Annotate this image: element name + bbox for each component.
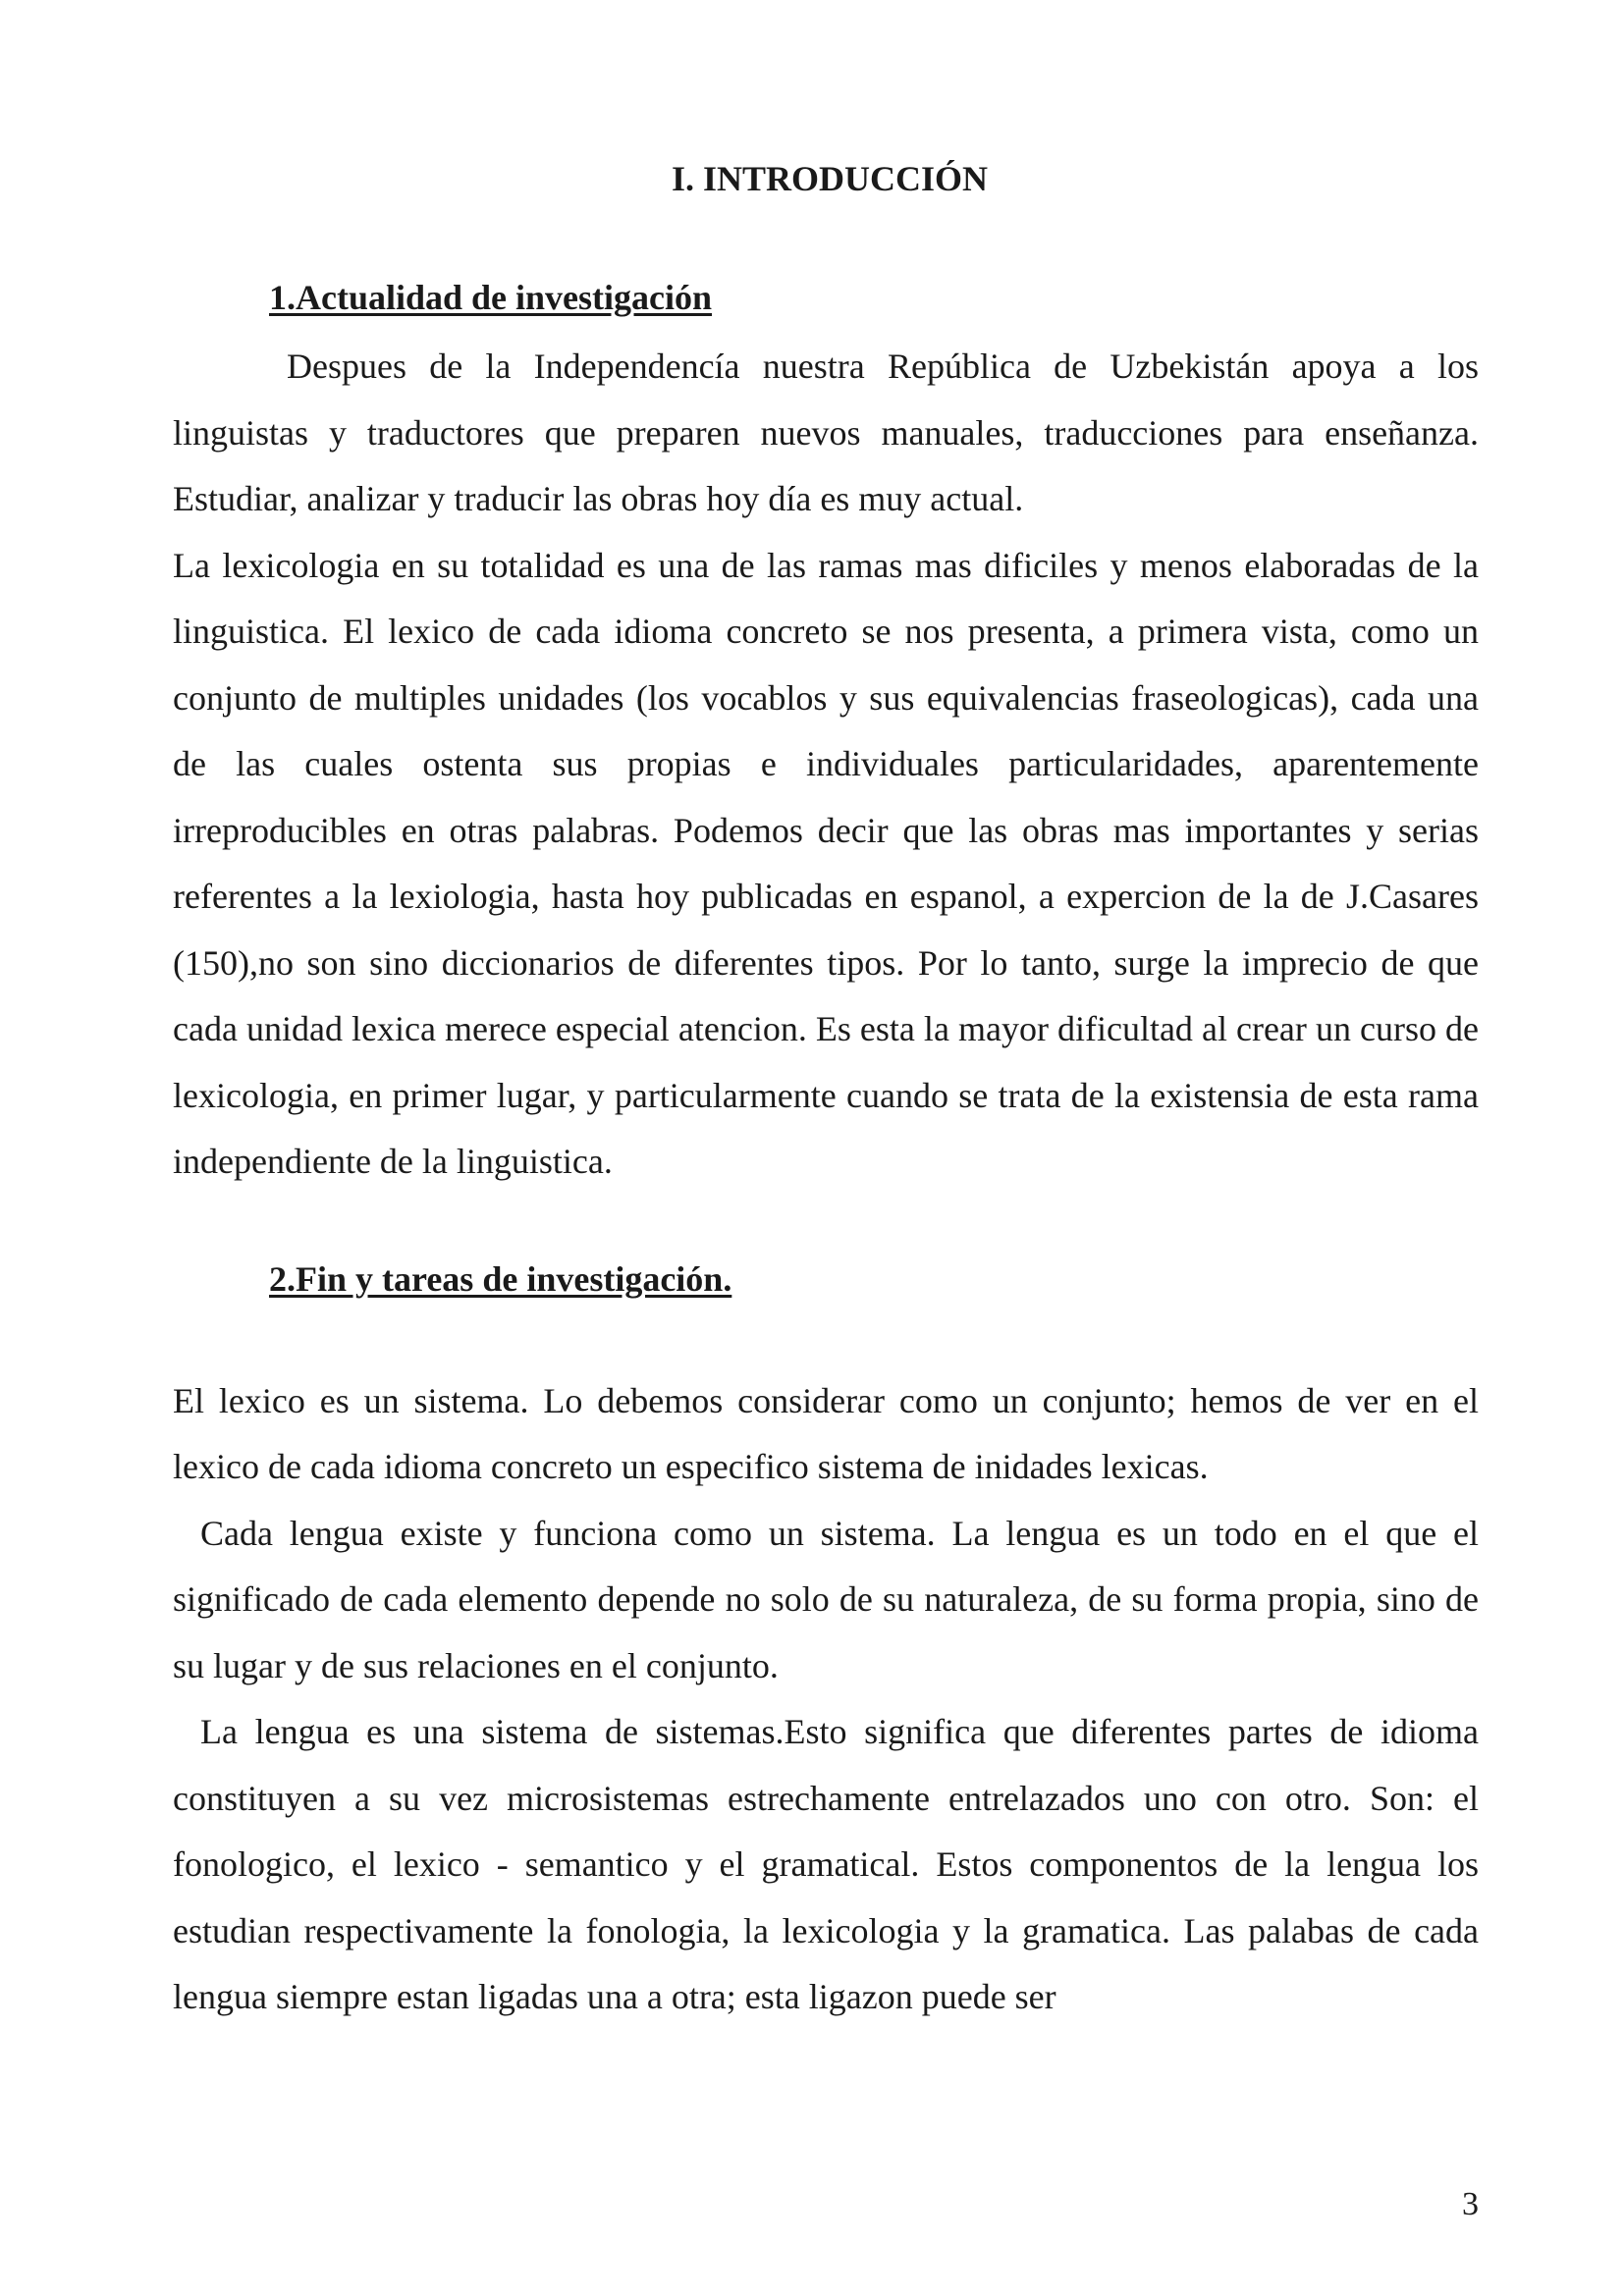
page-number: 3 [1462,2186,1479,2222]
page-title: I. INTRODUCCIÓN [671,159,989,198]
page-content [173,147,1479,2031]
paragraph-lexico-sistema: El lexico es un sistema. Lo debemos considerar como un conjunto; hemos de ver en el lexico de cada idioma concreto un especifico sistema de inidades lexicas. [173,1380,1479,1486]
section-heading-fin-tareas: 2.Fin y tareas de investigación. [269,1258,732,1299]
section-heading-actualidad: 1.Actualidad de investigación [269,278,713,317]
paragraph-lexicologia: La lexicologia en su totalidad es una de las ramas mas dificiles y menos elaboradas de la linguistica. El lexico de cada idioma concreto se nos presenta, a primera vista, como un conjunto de multiples unidades (los vocablos y sus equivalencias fraseologicas), cada una de las cuales ostenta sus propias e individuales particularidades, aparentemente irreproducibles en otras palabras. Podemos decir que las obras mas importantes y serias referentes a la lexiologia, hasta hoy publicadas en espanol, a expercion de la de J.Casares (150),no son sino diccionarios de diferentes tipos. Por lo tanto, surge la imprecio de que cada unidad lexica merece especial atencion. Es esta la mayor dificultad al crear un curso de lexicologia, en primer lugar, y particularmente cuando se trata de la existensia de esta rama independiente de la linguistica. [173,545,1479,1181]
paragraph-sistema-de-sistemas: La lengua es una sistema de sistemas.Esto significa que diferentes partes de idioma constituyen a su vez microsistemas estrechamente entrelazados uno con otro. Son: el fonologico, el lexico - semantico y el gramatical. Estos componentos de la lengua los estudian respectivamente la fonologia, la lexicologia y la gramatica. Las palabas de cada lengua siempre estan ligadas una a otra; esta ligazon puede ser [173,1712,1479,2016]
paragraph-cada-lengua: Cada lengua existe y funciona como un sistema. La lengua es un todo en el que el significado de cada elemento depende no solo de su naturaleza, de su forma propia, sino de su lugar y de sus relaciones en el conjunto. [173,1513,1479,1685]
paragraph-independencia: Despues de la Independencía nuestra República de Uzbekistán apoya a los linguistas y traductores que preparen nuevos manuales, traducciones para enseñanza. Estudiar, analizar y traducir las obras hoy día es muy actual. [173,347,1479,518]
